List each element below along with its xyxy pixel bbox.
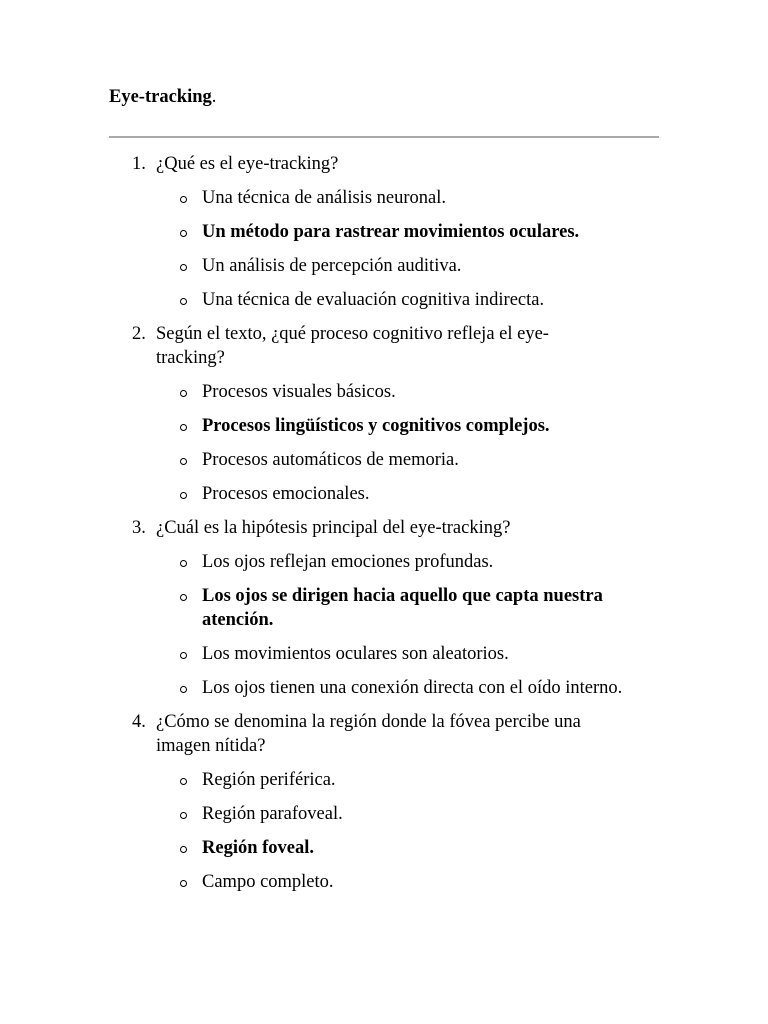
option-text: Los movimientos oculares son aleatorios. bbox=[202, 644, 509, 664]
option-text: Los ojos se dirigen hacia aquello que capta nuestra atención. bbox=[202, 586, 603, 630]
question-text: Según el texto, ¿qué proceso cognitivo refleja el eye-tracking? bbox=[156, 324, 549, 368]
option-text: Un método para rastrear movimientos oculares. bbox=[202, 222, 580, 242]
question-number: 3. bbox=[132, 518, 146, 538]
option-item bbox=[156, 186, 632, 220]
page-title bbox=[109, 86, 216, 108]
option-list bbox=[156, 550, 623, 710]
circle-bullet-icon bbox=[180, 560, 187, 567]
option-item bbox=[156, 288, 632, 322]
circle-bullet-icon bbox=[180, 196, 187, 203]
option-text: Región foveal. bbox=[202, 838, 315, 858]
question-number: 4. bbox=[132, 712, 146, 732]
circle-bullet-icon bbox=[180, 230, 187, 237]
circle-bullet-icon bbox=[180, 264, 187, 271]
option-text: Región periférica. bbox=[202, 770, 336, 790]
option-text: Campo completo. bbox=[202, 872, 334, 892]
option-text: Región parafoveal. bbox=[202, 804, 343, 824]
option-item-correct bbox=[156, 836, 632, 870]
option-text: Una técnica de evaluación cognitiva indirecta. bbox=[202, 290, 545, 310]
option-item bbox=[156, 448, 632, 482]
option-item bbox=[156, 380, 632, 414]
option-list bbox=[156, 380, 596, 516]
option-list bbox=[156, 186, 596, 322]
question-list bbox=[0, 152, 768, 904]
circle-bullet-icon bbox=[180, 458, 187, 465]
circle-bullet-icon bbox=[180, 812, 187, 819]
question-text: ¿Cómo se denomina la región donde la fóvea percibe una imagen nítida? bbox=[156, 712, 581, 756]
option-item bbox=[156, 482, 632, 516]
option-item bbox=[156, 642, 632, 676]
circle-bullet-icon bbox=[180, 424, 187, 431]
question-item bbox=[0, 322, 596, 516]
question-item bbox=[0, 516, 623, 710]
option-text: Los ojos tienen una conexión directa con el oído interno. bbox=[202, 678, 623, 698]
horizontal-rule bbox=[109, 136, 659, 138]
option-item bbox=[156, 768, 632, 802]
question-number: 2. bbox=[132, 324, 146, 344]
option-item-correct bbox=[156, 414, 632, 448]
option-list bbox=[156, 768, 596, 904]
circle-bullet-icon bbox=[180, 880, 187, 887]
option-text: Procesos automáticos de memoria. bbox=[202, 450, 459, 470]
option-item bbox=[156, 870, 632, 904]
option-text: Un análisis de percepción auditiva. bbox=[202, 256, 462, 276]
title-period: . bbox=[211, 87, 217, 107]
option-item-correct bbox=[156, 584, 632, 642]
option-item bbox=[156, 550, 632, 584]
option-text: Procesos lingüísticos y cognitivos complejos. bbox=[202, 416, 550, 436]
circle-bullet-icon bbox=[180, 652, 187, 659]
option-item bbox=[156, 676, 632, 710]
option-item-correct bbox=[156, 220, 632, 254]
circle-bullet-icon bbox=[180, 778, 187, 785]
circle-bullet-icon bbox=[180, 298, 187, 305]
option-item bbox=[156, 254, 632, 288]
question-item bbox=[0, 152, 596, 322]
circle-bullet-icon bbox=[180, 846, 187, 853]
circle-bullet-icon bbox=[180, 686, 187, 693]
question-item bbox=[0, 710, 596, 904]
circle-bullet-icon bbox=[180, 492, 187, 499]
title-text: Eye-tracking bbox=[109, 87, 212, 107]
option-item bbox=[156, 802, 632, 836]
question-text: ¿Qué es el eye-tracking? bbox=[156, 154, 339, 174]
option-text: Los ojos reflejan emociones profundas. bbox=[202, 552, 494, 572]
question-text: ¿Cuál es la hipótesis principal del eye-tracking? bbox=[156, 518, 511, 538]
question-number: 1. bbox=[132, 154, 146, 174]
option-text: Procesos emocionales. bbox=[202, 484, 370, 504]
option-text: Procesos visuales básicos. bbox=[202, 382, 396, 402]
circle-bullet-icon bbox=[180, 390, 187, 397]
circle-bullet-icon bbox=[180, 594, 187, 601]
option-text: Una técnica de análisis neuronal. bbox=[202, 188, 446, 208]
